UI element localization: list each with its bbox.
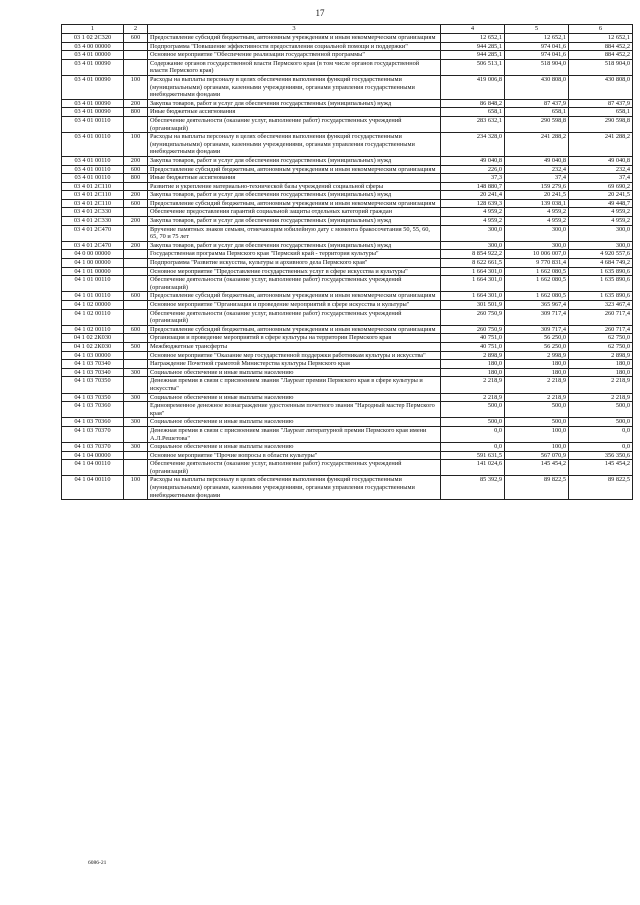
table-row <box>62 191 633 200</box>
value-2022-cell: 56 250,0 <box>505 334 569 343</box>
value-2022-cell: 430 808,0 <box>505 75 569 99</box>
value-2022-cell: 159 279,6 <box>505 182 569 191</box>
table-body <box>62 34 633 500</box>
value-2022-cell: 300,0 <box>505 241 569 250</box>
expense-type-cell <box>124 42 148 51</box>
code-cell: 04 1 03 70350 <box>62 393 124 402</box>
name-cell: Социальное обеспечение и иные выплаты населению <box>148 418 441 427</box>
name-cell: Государственная программа Пермского края "Пермский край - территория культуры" <box>148 250 441 259</box>
name-cell: Обеспечение деятельности (оказание услуг, выполнение работ) государственных учреждений (организаций) <box>148 460 441 476</box>
value-2022-cell: 37,4 <box>505 174 569 183</box>
budget-table <box>61 24 633 500</box>
code-cell: 04 1 01 00110 <box>62 276 124 292</box>
value-2022-cell: 518 904,0 <box>505 59 569 75</box>
table-row <box>62 165 633 174</box>
value-2023-cell: 0,0 <box>569 443 633 452</box>
name-cell: Закупка товаров, работ и услуг для обеспечения государственных (муниципальных) нужд <box>148 99 441 108</box>
expense-type-cell: 600 <box>124 292 148 301</box>
name-cell: Вручение памятных знаков семьям, отмечающим юбилейную дату с момента бракосочетания 50, 55, 60, 65, 70 и 75 лет <box>148 225 441 241</box>
value-2023-cell: 49 040,8 <box>569 156 633 165</box>
expense-type-cell: 600 <box>124 325 148 334</box>
name-cell: Закупка товаров, работ и услуг для обеспечения государственных (муниципальных) нужд <box>148 217 441 226</box>
value-2022-cell: 241 288,2 <box>505 133 569 157</box>
code-cell: 04 1 00 00000 <box>62 259 124 268</box>
table-row <box>62 259 633 268</box>
code-cell: 03 1 02 2С320 <box>62 34 124 43</box>
table-row <box>62 460 633 476</box>
name-cell: Социальное обеспечение и иные выплаты населению <box>148 393 441 402</box>
expense-type-cell <box>124 259 148 268</box>
code-cell: 03 4 00 00000 <box>62 42 124 51</box>
expense-type-cell: 800 <box>124 108 148 117</box>
table-row <box>62 325 633 334</box>
expense-type-cell <box>124 426 148 442</box>
expense-type-cell <box>124 182 148 191</box>
expense-type-cell <box>124 402 148 418</box>
value-2022-cell: 2 218,9 <box>505 393 569 402</box>
expense-type-cell: 300 <box>124 443 148 452</box>
expense-type-cell: 300 <box>124 418 148 427</box>
value-2022-cell: 180,0 <box>505 360 569 369</box>
code-cell: 03 4 01 00110 <box>62 156 124 165</box>
name-cell: Подпрограмма "Развитие искусства, культуры и архивного дела Пермского края" <box>148 259 441 268</box>
value-2021-cell: 0,0 <box>441 443 505 452</box>
table-row <box>62 182 633 191</box>
page-number: 17 <box>315 8 325 18</box>
value-2021-cell: 658,1 <box>441 108 505 117</box>
expense-type-cell <box>124 309 148 325</box>
code-cell: 04 1 02 00110 <box>62 325 124 334</box>
value-2022-cell: 89 822,5 <box>505 476 569 500</box>
name-cell: Обеспечение предоставления гарантий социальной защиты отдельных категорий граждан <box>148 208 441 217</box>
table-row <box>62 476 633 500</box>
value-2021-cell: 12 652,1 <box>441 34 505 43</box>
value-2021-cell: 260 750,9 <box>441 325 505 334</box>
expense-type-cell: 200 <box>124 191 148 200</box>
code-cell: 04 1 02 00110 <box>62 309 124 325</box>
name-cell: Обеспечение деятельности (оказание услуг, выполнение работ) государственных учреждений (организаций) <box>148 116 441 132</box>
table-row <box>62 99 633 108</box>
name-cell: Денежная премия в связи с присвоением звания "Лауреат литературной премии Пермского края имени А.Л.Решетова" <box>148 426 441 442</box>
table-row <box>62 393 633 402</box>
name-cell: Единовременное денежное вознаграждение удостоенным почетного звания "Народный мастер Пермского края" <box>148 402 441 418</box>
expense-type-cell: 300 <box>124 393 148 402</box>
code-cell: 04 1 01 00000 <box>62 267 124 276</box>
value-2022-cell: 9 770 831,4 <box>505 259 569 268</box>
value-2023-cell: 290 598,8 <box>569 116 633 132</box>
name-cell: Межбюджетные трансферты <box>148 342 441 351</box>
table-row <box>62 174 633 183</box>
table-row <box>62 59 633 75</box>
name-cell: Основное мероприятие "Организация и проведение мероприятий в сфере искусства и культуры" <box>148 301 441 310</box>
header-col-3: 3 <box>148 25 441 34</box>
value-2021-cell: 2 218,9 <box>441 393 505 402</box>
table-row <box>62 34 633 43</box>
value-2023-cell: 300,0 <box>569 225 633 241</box>
name-cell: Расходы на выплаты персоналу в целях обеспечения выполнения функций государственными (муниципальными) органами, казенными учреждениями, органами управления государственными внебюджетными фондами <box>148 133 441 157</box>
value-2023-cell: 2 218,9 <box>569 377 633 393</box>
expense-type-cell <box>124 301 148 310</box>
value-2021-cell: 283 632,1 <box>441 116 505 132</box>
table-row <box>62 342 633 351</box>
value-2021-cell: 4 959,2 <box>441 208 505 217</box>
value-2021-cell: 301 501,9 <box>441 301 505 310</box>
value-2022-cell: 974 041,6 <box>505 51 569 60</box>
code-cell: 03 4 01 2С330 <box>62 208 124 217</box>
expense-type-cell: 100 <box>124 476 148 500</box>
value-2022-cell: 100,0 <box>505 426 569 442</box>
value-2021-cell: 300,0 <box>441 241 505 250</box>
name-cell: Предоставление субсидий бюджетным, автономным учреждениям и иным некоммерческим организациям <box>148 165 441 174</box>
expense-type-cell: 800 <box>124 174 148 183</box>
name-cell: Иные бюджетные ассигнования <box>148 174 441 183</box>
name-cell: Предоставление субсидий бюджетным, автономным учреждениям и иным некоммерческим организациям <box>148 34 441 43</box>
table-row <box>62 351 633 360</box>
value-2022-cell: 139 038,1 <box>505 199 569 208</box>
code-cell: 04 1 03 70340 <box>62 368 124 377</box>
expense-type-cell <box>124 267 148 276</box>
code-cell: 04 1 04 00000 <box>62 451 124 460</box>
value-2023-cell: 260 717,4 <box>569 325 633 334</box>
name-cell: Обеспечение деятельности (оказание услуг, выполнение работ) государственных учреждений (организаций) <box>148 309 441 325</box>
code-cell: 04 1 03 70370 <box>62 426 124 442</box>
header-col-6: 6 <box>569 25 633 34</box>
header-col-1: 1 <box>62 25 124 34</box>
expense-type-cell <box>124 59 148 75</box>
code-cell: 03 4 01 2С330 <box>62 217 124 226</box>
value-2021-cell: 234 328,0 <box>441 133 505 157</box>
value-2023-cell: 1 635 890,6 <box>569 292 633 301</box>
code-cell: 04 1 02 00000 <box>62 301 124 310</box>
expense-type-cell <box>124 208 148 217</box>
code-cell: 03 4 01 00110 <box>62 116 124 132</box>
value-2022-cell: 180,0 <box>505 368 569 377</box>
name-cell: Закупка товаров, работ и услуг для обеспечения государственных (муниципальных) нужд <box>148 241 441 250</box>
value-2021-cell: 1 664 301,0 <box>441 267 505 276</box>
name-cell: Организация и проведение мероприятий в сфере культуры на территории Пермского края <box>148 334 441 343</box>
expense-type-cell: 200 <box>124 217 148 226</box>
value-2022-cell: 309 717,4 <box>505 325 569 334</box>
code-cell: 03 4 01 2С110 <box>62 199 124 208</box>
expense-type-cell <box>124 276 148 292</box>
name-cell: Предоставление субсидий бюджетным, автономным учреждениям и иным некоммерческим организациям <box>148 292 441 301</box>
expense-type-cell <box>124 351 148 360</box>
code-cell: 04 1 03 70360 <box>62 418 124 427</box>
name-cell: Предоставление субсидий бюджетным, автономным учреждениям и иным некоммерческим организациям <box>148 199 441 208</box>
name-cell: Расходы на выплаты персоналу в целях обеспечения выполнения функций государственными (муниципальными) органами, казенными учреждениями, органами управления государственными внебюджетными фондами <box>148 75 441 99</box>
value-2023-cell: 232,4 <box>569 165 633 174</box>
code-cell: 04 1 03 70360 <box>62 402 124 418</box>
table-row <box>62 276 633 292</box>
expense-type-cell <box>124 225 148 241</box>
code-cell: 03 4 01 2С470 <box>62 241 124 250</box>
expense-type-cell: 200 <box>124 241 148 250</box>
table-row <box>62 241 633 250</box>
value-2022-cell: 232,4 <box>505 165 569 174</box>
value-2023-cell: 4 684 749,2 <box>569 259 633 268</box>
code-cell: 03 4 01 00110 <box>62 174 124 183</box>
value-2021-cell: 2 218,9 <box>441 377 505 393</box>
value-2022-cell: 87 437,9 <box>505 99 569 108</box>
value-2022-cell: 10 006 007,0 <box>505 250 569 259</box>
value-2022-cell: 145 454,2 <box>505 460 569 476</box>
code-cell: 04 1 04 00110 <box>62 460 124 476</box>
value-2023-cell: 0,0 <box>569 426 633 442</box>
value-2022-cell: 309 717,4 <box>505 309 569 325</box>
code-cell: 04 0 00 00000 <box>62 250 124 259</box>
value-2021-cell: 37,3 <box>441 174 505 183</box>
value-2021-cell: 300,0 <box>441 225 505 241</box>
value-2023-cell: 87 437,9 <box>569 99 633 108</box>
value-2022-cell: 1 662 080,5 <box>505 292 569 301</box>
code-cell: 03 4 01 2С110 <box>62 182 124 191</box>
value-2022-cell: 290 598,8 <box>505 116 569 132</box>
value-2023-cell: 241 288,2 <box>569 133 633 157</box>
expense-type-cell <box>124 377 148 393</box>
value-2023-cell: 62 750,0 <box>569 342 633 351</box>
table-row <box>62 225 633 241</box>
table-row <box>62 208 633 217</box>
value-2023-cell: 500,0 <box>569 402 633 418</box>
name-cell: Денежная премия в связи с присвоением звания "Лауреат премии Пермского края в сфере культуры и искусства" <box>148 377 441 393</box>
value-2022-cell: 567 070,9 <box>505 451 569 460</box>
value-2023-cell: 300,0 <box>569 241 633 250</box>
code-cell: 03 4 01 00090 <box>62 99 124 108</box>
value-2021-cell: 2 898,9 <box>441 351 505 360</box>
value-2023-cell: 518 904,0 <box>569 59 633 75</box>
table-row <box>62 116 633 132</box>
table-row <box>62 418 633 427</box>
code-cell: 04 1 03 70350 <box>62 377 124 393</box>
expense-type-cell: 200 <box>124 156 148 165</box>
code-cell: 03 4 01 00110 <box>62 165 124 174</box>
value-2023-cell: 1 635 890,6 <box>569 276 633 292</box>
value-2023-cell: 260 717,4 <box>569 309 633 325</box>
value-2023-cell: 884 452,2 <box>569 42 633 51</box>
value-2021-cell: 40 751,0 <box>441 334 505 343</box>
expense-type-cell <box>124 250 148 259</box>
table-row <box>62 368 633 377</box>
value-2022-cell: 49 040,8 <box>505 156 569 165</box>
value-2023-cell: 89 822,5 <box>569 476 633 500</box>
code-cell: 04 1 02 2К030 <box>62 342 124 351</box>
name-cell: Обеспечение деятельности (оказание услуг, выполнение работ) государственных учреждений (организаций) <box>148 276 441 292</box>
value-2021-cell: 591 631,5 <box>441 451 505 460</box>
expense-type-cell: 100 <box>124 75 148 99</box>
header-row <box>62 25 633 34</box>
table-row <box>62 451 633 460</box>
value-2022-cell: 300,0 <box>505 225 569 241</box>
expense-type-cell <box>124 451 148 460</box>
name-cell: Социальное обеспечение и иные выплаты населению <box>148 443 441 452</box>
table-row <box>62 75 633 99</box>
value-2021-cell: 86 848,2 <box>441 99 505 108</box>
expense-type-cell: 300 <box>124 368 148 377</box>
expense-type-cell: 500 <box>124 342 148 351</box>
table-row <box>62 377 633 393</box>
value-2022-cell: 365 967,4 <box>505 301 569 310</box>
header-col-4: 4 <box>441 25 505 34</box>
table-row <box>62 301 633 310</box>
value-2021-cell: 128 639,3 <box>441 199 505 208</box>
value-2023-cell: 145 454,2 <box>569 460 633 476</box>
value-2021-cell: 500,0 <box>441 402 505 418</box>
name-cell: Развитие и укрепление материально-технической базы учреждений социальной сферы <box>148 182 441 191</box>
table-row <box>62 156 633 165</box>
value-2022-cell: 2 998,9 <box>505 351 569 360</box>
code-cell: 04 1 03 70370 <box>62 443 124 452</box>
value-2021-cell: 8 622 661,5 <box>441 259 505 268</box>
value-2021-cell: 500,0 <box>441 418 505 427</box>
value-2021-cell: 0,0 <box>441 426 505 442</box>
code-cell: 04 1 03 70340 <box>62 360 124 369</box>
value-2021-cell: 4 959,2 <box>441 217 505 226</box>
value-2023-cell: 180,0 <box>569 360 633 369</box>
name-cell: Основное мероприятие "Оказание мер государственной поддержки работникам культуры и искусства" <box>148 351 441 360</box>
table-row <box>62 217 633 226</box>
value-2023-cell: 2 898,9 <box>569 351 633 360</box>
table-row <box>62 42 633 51</box>
table-row <box>62 51 633 60</box>
value-2023-cell: 323 467,4 <box>569 301 633 310</box>
value-2023-cell: 20 241,5 <box>569 191 633 200</box>
expense-type-cell: 600 <box>124 199 148 208</box>
value-2022-cell: 56 250,0 <box>505 342 569 351</box>
table-row <box>62 199 633 208</box>
expense-type-cell: 100 <box>124 133 148 157</box>
name-cell: Награждение Почетной грамотой Министерства культуры Пермского края <box>148 360 441 369</box>
value-2023-cell: 37,4 <box>569 174 633 183</box>
name-cell: Основное мероприятие "Прочие вопросы в области культуры" <box>148 451 441 460</box>
value-2022-cell: 500,0 <box>505 402 569 418</box>
value-2023-cell: 69 690,2 <box>569 182 633 191</box>
value-2023-cell: 500,0 <box>569 418 633 427</box>
value-2023-cell: 4 959,2 <box>569 208 633 217</box>
value-2021-cell: 260 750,9 <box>441 309 505 325</box>
value-2021-cell: 49 040,8 <box>441 156 505 165</box>
expense-type-cell <box>124 460 148 476</box>
table-row <box>62 108 633 117</box>
value-2023-cell: 4 959,2 <box>569 217 633 226</box>
value-2023-cell: 62 750,0 <box>569 334 633 343</box>
value-2021-cell: 148 880,7 <box>441 182 505 191</box>
value-2022-cell: 1 662 080,5 <box>505 276 569 292</box>
table-row <box>62 133 633 157</box>
expense-type-cell: 200 <box>124 99 148 108</box>
table-row <box>62 334 633 343</box>
code-cell: 03 4 01 2С110 <box>62 191 124 200</box>
header-col-5: 5 <box>505 25 569 34</box>
value-2022-cell: 1 662 080,5 <box>505 267 569 276</box>
name-cell: Подпрограмма "Повышение эффективности предоставления социальной помощи и поддержки" <box>148 42 441 51</box>
name-cell: Предоставление субсидий бюджетным, автономным учреждениям и иным некоммерческим организациям <box>148 325 441 334</box>
code-cell: 03 4 01 00090 <box>62 59 124 75</box>
value-2021-cell: 226,0 <box>441 165 505 174</box>
value-2021-cell: 1 664 301,0 <box>441 276 505 292</box>
code-cell: 03 4 01 00000 <box>62 51 124 60</box>
name-cell: Закупка товаров, работ и услуг для обеспечения государственных (муниципальных) нужд <box>148 156 441 165</box>
table-row <box>62 292 633 301</box>
expense-type-cell: 600 <box>124 165 148 174</box>
table-row <box>62 267 633 276</box>
value-2023-cell: 12 652,1 <box>569 34 633 43</box>
code-cell: 04 1 04 00110 <box>62 476 124 500</box>
value-2021-cell: 180,0 <box>441 368 505 377</box>
value-2022-cell: 2 218,9 <box>505 377 569 393</box>
code-cell: 03 4 01 2С470 <box>62 225 124 241</box>
value-2022-cell: 4 959,2 <box>505 208 569 217</box>
value-2023-cell: 430 808,0 <box>569 75 633 99</box>
table-row <box>62 309 633 325</box>
name-cell: Содержание органов государственной власти Пермского края (в том числе органов государственной власти Пермского края) <box>148 59 441 75</box>
value-2021-cell: 180,0 <box>441 360 505 369</box>
value-2022-cell: 974 041,6 <box>505 42 569 51</box>
code-cell: 04 1 02 2К030 <box>62 334 124 343</box>
value-2021-cell: 506 513,1 <box>441 59 505 75</box>
value-2021-cell: 1 664 301,0 <box>441 292 505 301</box>
table-row <box>62 426 633 442</box>
value-2021-cell: 85 392,9 <box>441 476 505 500</box>
value-2023-cell: 49 448,7 <box>569 199 633 208</box>
expense-type-cell <box>124 334 148 343</box>
value-2021-cell: 944 285,1 <box>441 42 505 51</box>
code-cell: 03 4 01 00090 <box>62 108 124 117</box>
expense-type-cell <box>124 51 148 60</box>
name-cell: Основное мероприятие "Обеспечение реализации государственной программы" <box>148 51 441 60</box>
value-2023-cell: 356 350,6 <box>569 451 633 460</box>
expense-type-cell <box>124 116 148 132</box>
table-row <box>62 443 633 452</box>
name-cell: Социальное обеспечение и иные выплаты населению <box>148 368 441 377</box>
value-2021-cell: 8 854 922,2 <box>441 250 505 259</box>
code-cell: 03 4 01 00110 <box>62 133 124 157</box>
value-2023-cell: 2 218,9 <box>569 393 633 402</box>
name-cell: Иные бюджетные ассигнования <box>148 108 441 117</box>
value-2021-cell: 419 006,8 <box>441 75 505 99</box>
value-2021-cell: 40 751,0 <box>441 342 505 351</box>
value-2021-cell: 944 285,1 <box>441 51 505 60</box>
code-cell: 03 4 01 00090 <box>62 75 124 99</box>
value-2023-cell: 1 635 890,6 <box>569 267 633 276</box>
value-2022-cell: 500,0 <box>505 418 569 427</box>
value-2022-cell: 20 241,5 <box>505 191 569 200</box>
expense-type-cell: 600 <box>124 34 148 43</box>
value-2023-cell: 4 920 557,6 <box>569 250 633 259</box>
value-2022-cell: 12 652,1 <box>505 34 569 43</box>
table-row <box>62 360 633 369</box>
code-cell: 04 1 01 00110 <box>62 292 124 301</box>
expense-type-cell <box>124 360 148 369</box>
name-cell: Закупка товаров, работ и услуг для обеспечения государственных (муниципальных) нужд <box>148 191 441 200</box>
value-2021-cell: 141 024,6 <box>441 460 505 476</box>
value-2022-cell: 4 959,2 <box>505 217 569 226</box>
table-row <box>62 402 633 418</box>
header-col-2: 2 <box>124 25 148 34</box>
doc-code: 6086-21 <box>88 860 107 866</box>
value-2023-cell: 658,1 <box>569 108 633 117</box>
value-2022-cell: 658,1 <box>505 108 569 117</box>
code-cell: 04 1 03 00000 <box>62 351 124 360</box>
table-row <box>62 250 633 259</box>
name-cell: Основное мероприятие "Предоставление государственных услуг в сфере искусства и культуры" <box>148 267 441 276</box>
value-2021-cell: 20 241,4 <box>441 191 505 200</box>
name-cell: Расходы на выплаты персоналу в целях обеспечения выполнения функций государственными (муниципальными) органами, казенными учреждениями, органами управления государственными внебюджетными фондами <box>148 476 441 500</box>
value-2023-cell: 884 452,2 <box>569 51 633 60</box>
value-2022-cell: 100,0 <box>505 443 569 452</box>
value-2023-cell: 180,0 <box>569 368 633 377</box>
